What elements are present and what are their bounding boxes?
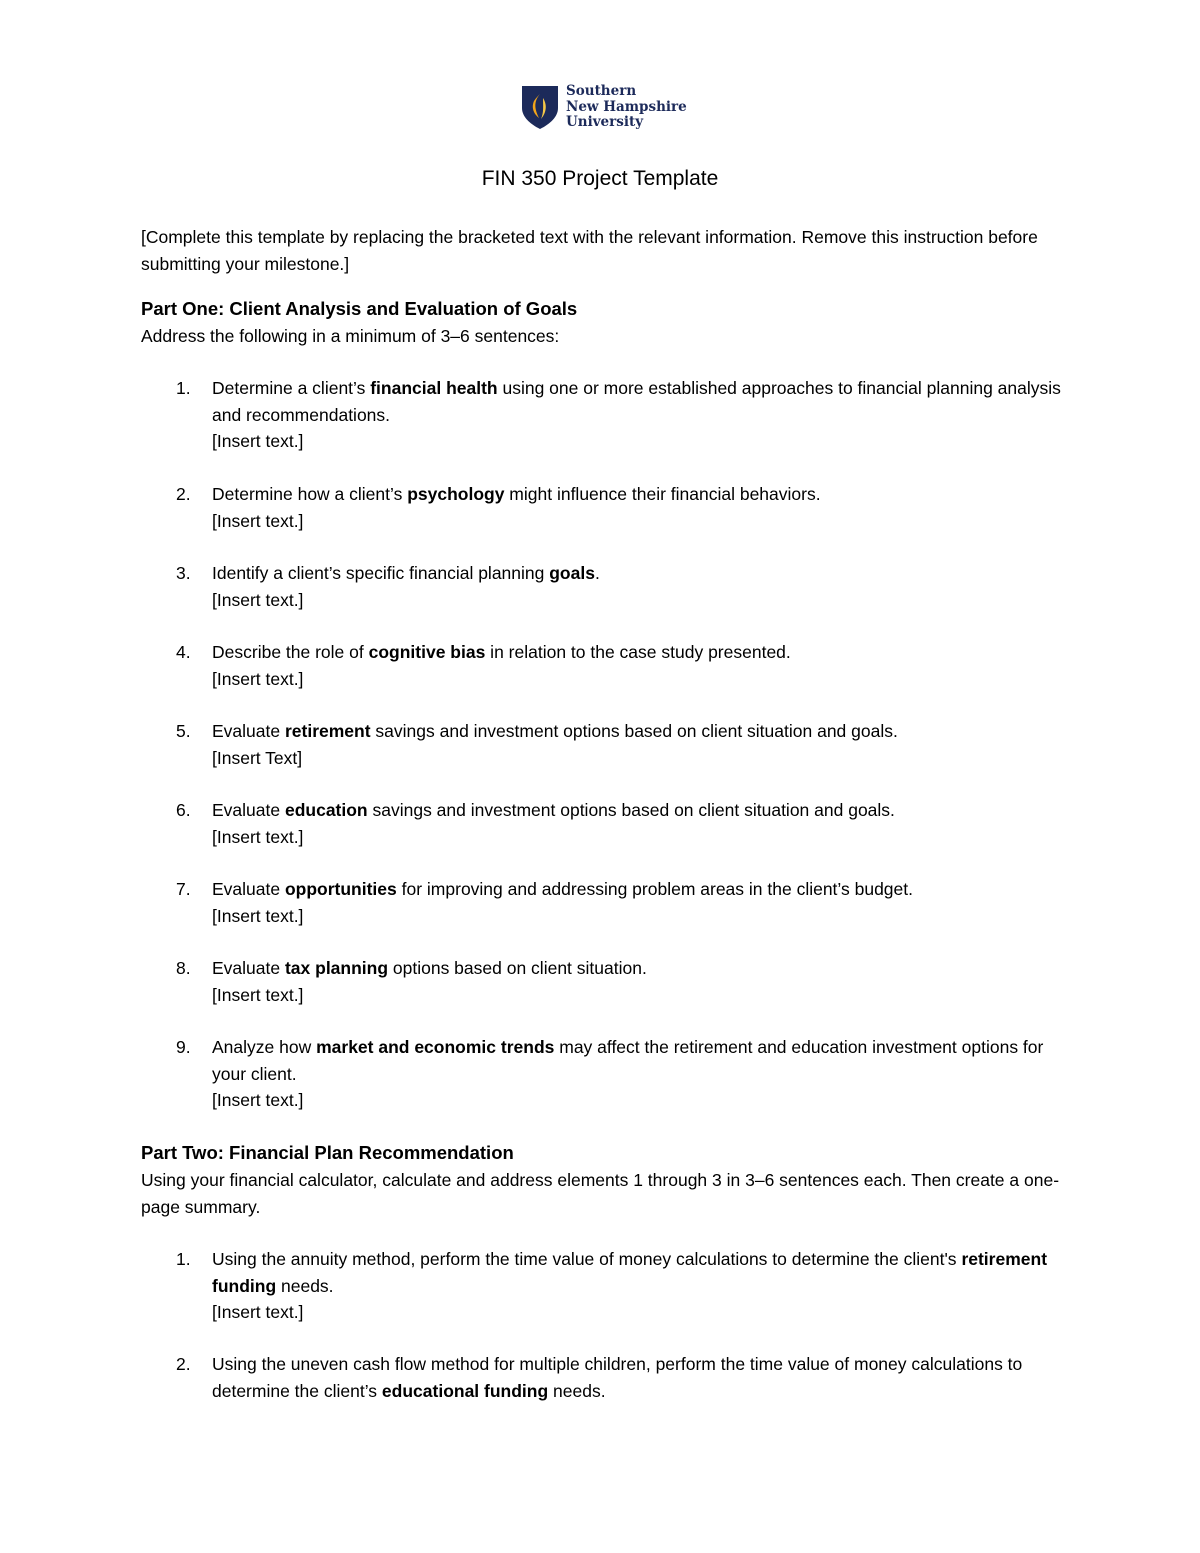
item-text: options based on client situation. xyxy=(388,958,647,978)
insert-placeholder: [Insert text.] xyxy=(212,589,304,610)
list-item xyxy=(141,1034,1061,1114)
university-logo xyxy=(520,84,690,132)
item-keyword: education xyxy=(284,800,368,820)
list-number: 4. xyxy=(176,642,191,662)
item-text: using one or more established approaches to financial planning analysis and recommendations. xyxy=(212,378,1061,425)
item-text: Evaluate xyxy=(212,879,285,899)
list-number: 8. xyxy=(176,958,191,978)
insert-placeholder: [Insert text.] xyxy=(212,668,304,689)
item-keyword: educational funding xyxy=(381,1380,549,1401)
list-item xyxy=(141,1246,1061,1326)
list-item xyxy=(141,797,1061,850)
item-keyword: goals xyxy=(549,563,595,583)
item-text: Identify a client’s specific financial planning xyxy=(212,563,550,583)
item-text: Evaluate xyxy=(212,800,285,820)
list-item xyxy=(141,718,1061,771)
list-number: 1. xyxy=(176,1249,191,1269)
item-text: savings and investment options based on client situation and goals. xyxy=(367,800,895,820)
item-text: for improving and addressing problem areas in the client’s budget. xyxy=(396,879,913,899)
insert-placeholder: [Insert Text] xyxy=(212,747,303,768)
item-text: needs. xyxy=(276,1275,334,1296)
list-number: 5. xyxy=(176,721,191,741)
item-text: Determine how a client’s xyxy=(212,484,408,504)
list-number: 2. xyxy=(176,484,191,504)
logo-line-2: New Hampshire xyxy=(566,98,687,115)
list-item xyxy=(141,560,1061,613)
item-text: Determine a client’s xyxy=(212,378,371,398)
list-number: 1. xyxy=(176,378,191,398)
item-keyword: opportunities xyxy=(284,879,397,899)
insert-placeholder: [Insert text.] xyxy=(212,826,304,847)
item-text: Using the annuity method, perform the time value of money calculations to determine the client's xyxy=(212,1249,962,1269)
insert-placeholder: [Insert text.] xyxy=(212,984,304,1005)
item-keyword: retirement xyxy=(284,721,371,741)
item-text: savings and investment options based on client situation and goals. xyxy=(370,721,898,741)
document-title: FIN 350 Project Template xyxy=(481,167,719,190)
item-text: needs. xyxy=(548,1380,606,1401)
item-text: Using the uneven cash flow method for multiple children, perform the time value of money calculations to determine the client’s xyxy=(212,1354,1023,1401)
part-two-heading: Part Two: Financial Plan Recommendation xyxy=(141,1142,514,1163)
item-text: Evaluate xyxy=(212,958,285,978)
item-keyword: tax planning xyxy=(284,958,389,978)
list-number: 6. xyxy=(176,800,191,820)
logo-line-3: University xyxy=(566,114,644,130)
part-two-intro: Using your financial calculator, calculate and address elements 1 through 3 in 3–6 sentences each. Then create a one-page summary. xyxy=(141,1170,1060,1217)
item-text: Describe the role of xyxy=(212,642,369,662)
insert-placeholder: [Insert text.] xyxy=(212,905,304,926)
list-item xyxy=(141,375,1061,455)
part-one-intro: Address the following in a minimum of 3–6 sentences: xyxy=(141,326,560,346)
list-item xyxy=(141,639,1061,692)
item-keyword: cognitive bias xyxy=(368,642,486,662)
item-text: may affect the retirement and education investment options for your client. xyxy=(212,1037,1044,1084)
list-number: 9. xyxy=(176,1037,191,1057)
item-text: Evaluate xyxy=(212,721,285,741)
insert-placeholder: [Insert text.] xyxy=(212,510,304,531)
list-number: 3. xyxy=(176,563,191,583)
list-number: 7. xyxy=(176,879,191,899)
shield-flame-icon xyxy=(520,84,560,130)
item-text: in relation to the case study presented. xyxy=(485,642,791,662)
logo-wordmark xyxy=(566,84,687,131)
list-item xyxy=(141,955,1061,1008)
list-item xyxy=(141,1351,1061,1404)
part-one-heading: Part One: Client Analysis and Evaluation of Goals xyxy=(141,298,578,319)
item-text: might influence their financial behaviors. xyxy=(504,484,821,504)
list-item xyxy=(141,876,1061,929)
logo-line-1: Southern xyxy=(566,83,637,99)
item-keyword: psychology xyxy=(407,484,505,504)
item-keyword: retirement funding xyxy=(212,1249,1048,1296)
insert-placeholder: [Insert text.] xyxy=(212,1090,304,1110)
item-text: Analyze how xyxy=(212,1037,317,1057)
list-item xyxy=(141,481,1061,534)
list-number: 2. xyxy=(176,1354,191,1374)
item-text: . xyxy=(594,563,600,583)
item-keyword: financial health xyxy=(370,378,498,398)
insert-placeholder: [Insert text.] xyxy=(212,431,304,451)
item-keyword: market and economic trends xyxy=(316,1037,555,1057)
insert-placeholder: [Insert text.] xyxy=(212,1302,304,1322)
instruction-text: [Complete this template by replacing the bracketed text with the relevant information. Remove this instruction before submitting your milestone.] xyxy=(141,227,1038,274)
